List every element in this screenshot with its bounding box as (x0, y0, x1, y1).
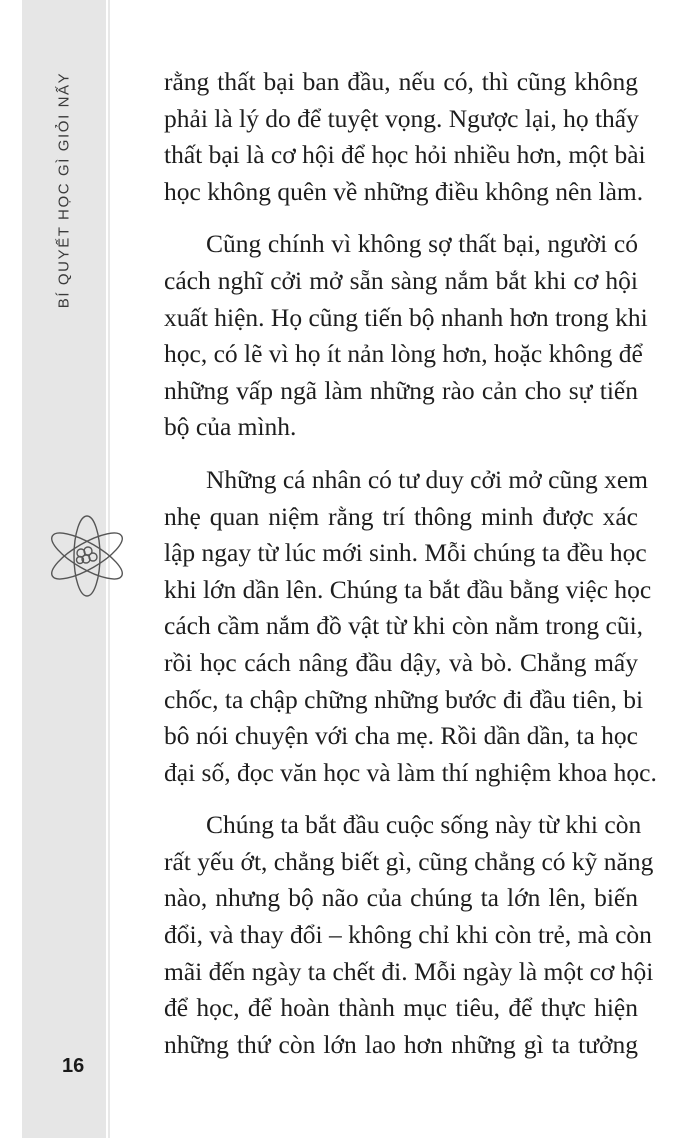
text-line: rằng thất bại ban đầu, nếu có, thì cũng không (164, 67, 638, 96)
text-line: chốc, ta chập chững những bước đi đầu tiên, bi (164, 684, 644, 714)
text-line: cách cầm nắm đồ vật từ khi còn nằm trong cũi, (164, 611, 644, 641)
text-line: phải là lý do để tuyệt vọng. Ngược lại, họ thấy (164, 103, 639, 133)
page-number: 16 (62, 1055, 85, 1077)
text-line: để học, để hoàn thành mục tiêu, để thực hiện (164, 993, 638, 1023)
text-line: xuất hiện. Họ cũng tiến bộ nhanh hơn trong khi (164, 302, 648, 332)
text-line: đại số, đọc văn học và làm thí nghiệm khoa học. (164, 757, 657, 787)
paragraph (164, 64, 646, 210)
paragraph (164, 462, 657, 791)
text-line: nhẹ quan niệm rằng trí thông minh được xác (164, 501, 638, 531)
text-line: Chúng ta bắt đầu cuộc sống này từ khi còn (206, 810, 642, 840)
text-line: thất bại là cơ hội để học hỏi nhiều hơn, một bài (164, 140, 646, 170)
text-line: lập ngay từ lúc mới sinh. Mỗi chúng ta đều học (164, 538, 647, 568)
text-line: bô nói chuyện với cha mẹ. Rồi dần dần, ta học (164, 721, 638, 751)
text-line: những thứ còn lớn lao hơn những gì ta tưởng (164, 1029, 638, 1059)
text-line: khi lớn dần lên. Chúng ta bắt đầu bằng việc học (164, 574, 652, 604)
paragraph (164, 807, 654, 1063)
body-text (164, 64, 657, 1063)
text-line: rồi học cách nâng đầu dậy, và bò. Chẳng mấy (164, 647, 638, 677)
text-line: học không quên về những điều không nên làm. (164, 176, 644, 206)
text-line: học, có lẽ vì họ ít nản lòng hơn, hoặc không để (164, 339, 643, 369)
paragraph-gap (164, 210, 638, 226)
running-title: BÍ QUYẾT HỌC GÌ GIỎI NẤY (55, 71, 73, 309)
paragraph-gap (164, 791, 638, 807)
paragraph-gap (164, 446, 638, 462)
paragraph (164, 226, 648, 446)
text-line: nào, nhưng bộ não của chúng ta lớn lên, biến (164, 883, 638, 913)
text-line: những vấp ngã làm những rào cản cho sự tiến (164, 375, 638, 405)
text-line: mãi đến ngày ta chết đi. Mỗi ngày là một cơ hội (164, 956, 654, 986)
text-line: cách nghĩ cởi mở sẵn sàng nắm bắt khi cơ hội (164, 265, 638, 295)
text-line: rất yếu ớt, chẳng biết gì, cũng chẳng có kỹ năng (164, 846, 654, 876)
atom-icon (42, 511, 132, 601)
text-line: Những cá nhân có tư duy cởi mở cũng xem (206, 464, 648, 494)
text-line: Cũng chính vì không sợ thất bại, người có (206, 229, 638, 259)
text-line: bộ của mình. (164, 412, 297, 442)
text-line: đổi, và thay đổi – không chỉ khi còn trẻ, mà còn (164, 920, 652, 950)
